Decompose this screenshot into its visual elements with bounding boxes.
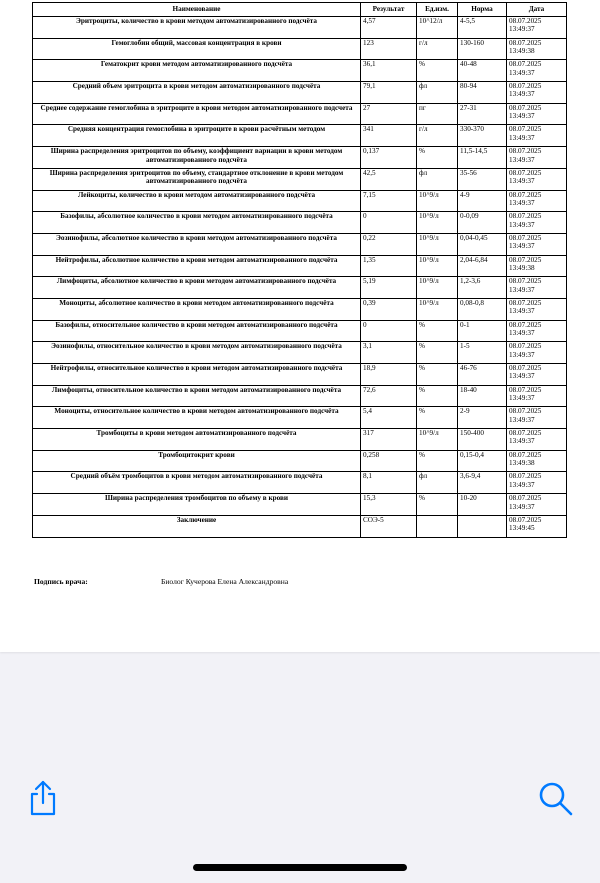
table-row bbox=[33, 298, 567, 320]
table-body bbox=[33, 17, 567, 538]
table-row bbox=[33, 212, 567, 234]
cell-norm: 11,5-14,5 bbox=[458, 147, 507, 169]
cell-unit: % bbox=[417, 385, 458, 407]
cell-norm: 330-370 bbox=[458, 125, 507, 147]
table-row bbox=[33, 255, 567, 277]
cell-result: 72,6 bbox=[361, 385, 417, 407]
cell-unit: 10^9/л bbox=[417, 233, 458, 255]
cell-date: 08.07.2025 13:49:38 bbox=[507, 450, 567, 472]
cell-name: Лейкоциты, количество в крови методом автоматизированного подсчёта bbox=[33, 190, 361, 212]
cell-date: 08.07.2025 13:49:37 bbox=[507, 168, 567, 190]
header-unit: Ед.изм. bbox=[417, 3, 458, 17]
cell-result: 5,4 bbox=[361, 407, 417, 429]
table-row bbox=[33, 103, 567, 125]
cell-unit: пг bbox=[417, 103, 458, 125]
cell-date: 08.07.2025 13:49:37 bbox=[507, 429, 567, 451]
cell-unit: % bbox=[417, 60, 458, 82]
table-row bbox=[33, 125, 567, 147]
cell-norm bbox=[458, 515, 507, 537]
cell-norm: 27-31 bbox=[458, 103, 507, 125]
cell-date: 08.07.2025 13:49:38 bbox=[507, 38, 567, 60]
cell-norm: 3,6-9,4 bbox=[458, 472, 507, 494]
cell-result: 0,258 bbox=[361, 450, 417, 472]
table-row bbox=[33, 38, 567, 60]
share-icon[interactable] bbox=[26, 779, 60, 817]
table-row bbox=[33, 494, 567, 516]
cell-result: 4,57 bbox=[361, 17, 417, 39]
cell-result: 0 bbox=[361, 212, 417, 234]
cell-unit: фл bbox=[417, 168, 458, 190]
table-row bbox=[33, 277, 567, 299]
cell-result: 7,15 bbox=[361, 190, 417, 212]
cell-name: Ширина распределения эритроцитов по объему, коэффициент вариации в крови методом автоматизированного подсчёта bbox=[33, 147, 361, 169]
cell-result: СОЭ-5 bbox=[361, 515, 417, 537]
cell-unit: фл bbox=[417, 472, 458, 494]
doctor-name: Биолог Кучерова Елена Александровна bbox=[161, 577, 289, 586]
table-row bbox=[33, 233, 567, 255]
cell-name: Средний объем эритроцита в крови методом автоматизированного подсчёта bbox=[33, 82, 361, 104]
cell-result: 18,9 bbox=[361, 364, 417, 386]
table-row bbox=[33, 82, 567, 104]
cell-name: Средняя концентрация гемоглобина в эритроците в крови расчётным методом bbox=[33, 125, 361, 147]
header-norm: Норма bbox=[458, 3, 507, 17]
cell-name: Нейтрофилы, относительное количество в крови методом автоматизированного подсчёта bbox=[33, 364, 361, 386]
cell-unit: % bbox=[417, 407, 458, 429]
cell-unit: г/л bbox=[417, 38, 458, 60]
table-row bbox=[33, 17, 567, 39]
cell-norm: 130-160 bbox=[458, 38, 507, 60]
cell-result: 8,1 bbox=[361, 472, 417, 494]
cell-date: 08.07.2025 13:49:37 bbox=[507, 298, 567, 320]
table-row bbox=[33, 472, 567, 494]
cell-unit: % bbox=[417, 450, 458, 472]
cell-norm: 2,04-6,84 bbox=[458, 255, 507, 277]
cell-result: 123 bbox=[361, 38, 417, 60]
header-name: Наименование bbox=[33, 3, 361, 17]
cell-result: 5,19 bbox=[361, 277, 417, 299]
cell-unit: 10^9/л bbox=[417, 429, 458, 451]
cell-date: 08.07.2025 13:49:37 bbox=[507, 385, 567, 407]
cell-date: 08.07.2025 13:49:37 bbox=[507, 472, 567, 494]
cell-name: Среднее содержание гемоглобина в эритроците в крови методом автоматизированного подсчета bbox=[33, 103, 361, 125]
cell-unit: 10^12/л bbox=[417, 17, 458, 39]
cell-unit: % bbox=[417, 147, 458, 169]
search-icon[interactable] bbox=[537, 780, 575, 818]
cell-result: 0,22 bbox=[361, 233, 417, 255]
cell-name: Гематокрит крови методом автоматизированного подсчёта bbox=[33, 60, 361, 82]
table-row bbox=[33, 385, 567, 407]
cell-norm: 80-94 bbox=[458, 82, 507, 104]
cell-norm: 46-76 bbox=[458, 364, 507, 386]
cell-result: 341 bbox=[361, 125, 417, 147]
cell-name: Заключение bbox=[33, 515, 361, 537]
cell-norm: 0,04-0,45 bbox=[458, 233, 507, 255]
cell-unit: 10^9/л bbox=[417, 255, 458, 277]
table-header-row bbox=[33, 3, 567, 17]
table-row bbox=[33, 364, 567, 386]
table-row bbox=[33, 60, 567, 82]
cell-date: 08.07.2025 13:49:37 bbox=[507, 103, 567, 125]
cell-result: 1,35 bbox=[361, 255, 417, 277]
cell-unit: 10^9/л bbox=[417, 212, 458, 234]
cell-date: 08.07.2025 13:49:45 bbox=[507, 515, 567, 537]
cell-date: 08.07.2025 13:49:37 bbox=[507, 212, 567, 234]
cell-name: Тромбоцитокрит крови bbox=[33, 450, 361, 472]
cell-norm: 0-1 bbox=[458, 320, 507, 342]
cell-date: 08.07.2025 13:49:37 bbox=[507, 407, 567, 429]
table-row bbox=[33, 429, 567, 451]
table-row bbox=[33, 190, 567, 212]
cell-name: Ширина распределения тромбоцитов по объему в крови bbox=[33, 494, 361, 516]
cell-name: Моноциты, абсолютное количество в крови методом автоматизированного подсчёта bbox=[33, 298, 361, 320]
table-row bbox=[33, 515, 567, 537]
cell-result: 36,1 bbox=[361, 60, 417, 82]
cell-name: Лимфоциты, относительное количество в крови методом автоматизированного подсчёта bbox=[33, 385, 361, 407]
cell-norm: 1-5 bbox=[458, 342, 507, 364]
cell-name: Эритроциты, количество в крови методом автоматизированного подсчёта bbox=[33, 17, 361, 39]
cell-norm: 0-0,09 bbox=[458, 212, 507, 234]
cell-unit: % bbox=[417, 364, 458, 386]
table-row bbox=[33, 320, 567, 342]
table-row bbox=[33, 147, 567, 169]
cell-name: Нейтрофилы, абсолютное количество в крови методом автоматизированного подсчёта bbox=[33, 255, 361, 277]
cell-name: Ширина распределения эритроцитов по объему, стандартное отклонение в крови методом автоматизированного подсчёта bbox=[33, 168, 361, 190]
cell-result: 3,1 bbox=[361, 342, 417, 364]
cell-result: 0 bbox=[361, 320, 417, 342]
cell-result: 15,3 bbox=[361, 494, 417, 516]
header-result: Результат bbox=[361, 3, 417, 17]
cell-unit: 10^9/л bbox=[417, 277, 458, 299]
cell-date: 08.07.2025 13:49:37 bbox=[507, 82, 567, 104]
cell-result: 0,137 bbox=[361, 147, 417, 169]
cell-unit: фл bbox=[417, 82, 458, 104]
cell-result: 79,1 bbox=[361, 82, 417, 104]
cell-date: 08.07.2025 13:49:37 bbox=[507, 60, 567, 82]
results-table bbox=[32, 2, 567, 538]
cell-unit: 10^9/л bbox=[417, 298, 458, 320]
table-row bbox=[33, 450, 567, 472]
cell-unit: % bbox=[417, 494, 458, 516]
home-indicator bbox=[193, 864, 407, 871]
cell-result: 0,39 bbox=[361, 298, 417, 320]
cell-name: Эозинофилы, относительное количество в крови методом автоматизированного подсчёта bbox=[33, 342, 361, 364]
cell-name: Моноциты, относительное количество в крови методом автоматизированного подсчёта bbox=[33, 407, 361, 429]
cell-name: Лимфоциты, абсолютное количество в крови методом автоматизированного подсчёта bbox=[33, 277, 361, 299]
table-row bbox=[33, 168, 567, 190]
header-date: Дата bbox=[507, 3, 567, 17]
cell-date: 08.07.2025 13:49:38 bbox=[507, 255, 567, 277]
cell-name: Тромбоциты в крови методом автоматизированного подсчёта bbox=[33, 429, 361, 451]
cell-norm: 4-9 bbox=[458, 190, 507, 212]
cell-date: 08.07.2025 13:49:37 bbox=[507, 233, 567, 255]
cell-norm: 18-40 bbox=[458, 385, 507, 407]
cell-date: 08.07.2025 13:49:37 bbox=[507, 190, 567, 212]
cell-name: Базофилы, абсолютное количество в крови методом автоматизированного подсчёта bbox=[33, 212, 361, 234]
cell-result: 27 bbox=[361, 103, 417, 125]
cell-date: 08.07.2025 13:49:37 bbox=[507, 125, 567, 147]
table-row bbox=[33, 342, 567, 364]
table-row bbox=[33, 407, 567, 429]
cell-norm: 0,08-0,8 bbox=[458, 298, 507, 320]
cell-norm: 4-5,5 bbox=[458, 17, 507, 39]
cell-norm: 35-56 bbox=[458, 168, 507, 190]
cell-date: 08.07.2025 13:49:37 bbox=[507, 364, 567, 386]
cell-norm: 40-48 bbox=[458, 60, 507, 82]
cell-date: 08.07.2025 13:49:37 bbox=[507, 342, 567, 364]
signature-label: Подпись врача: bbox=[34, 577, 88, 586]
cell-norm: 0,15-0,4 bbox=[458, 450, 507, 472]
cell-norm: 150-400 bbox=[458, 429, 507, 451]
cell-unit bbox=[417, 515, 458, 537]
cell-date: 08.07.2025 13:49:37 bbox=[507, 494, 567, 516]
cell-norm: 10-20 bbox=[458, 494, 507, 516]
cell-name: Базофилы, относительное количество в крови методом автоматизированного подсчёта bbox=[33, 320, 361, 342]
cell-norm: 2-9 bbox=[458, 407, 507, 429]
cell-unit: % bbox=[417, 320, 458, 342]
cell-name: Гемоглобин общий, массовая концентрация в крови bbox=[33, 38, 361, 60]
cell-result: 317 bbox=[361, 429, 417, 451]
cell-unit: % bbox=[417, 342, 458, 364]
cell-date: 08.07.2025 13:49:37 bbox=[507, 17, 567, 39]
cell-name: Средний объём тромбоцитов в крови методом автоматизированного подсчёта bbox=[33, 472, 361, 494]
cell-norm: 1,2-3,6 bbox=[458, 277, 507, 299]
cell-date: 08.07.2025 13:49:37 bbox=[507, 147, 567, 169]
cell-date: 08.07.2025 13:49:37 bbox=[507, 320, 567, 342]
cell-date: 08.07.2025 13:49:37 bbox=[507, 277, 567, 299]
cell-unit: 10^9/л bbox=[417, 190, 458, 212]
cell-result: 42,5 bbox=[361, 168, 417, 190]
cell-unit: г/л bbox=[417, 125, 458, 147]
cell-name: Эозинофилы, абсолютное количество в крови методом автоматизированного подсчёта bbox=[33, 233, 361, 255]
